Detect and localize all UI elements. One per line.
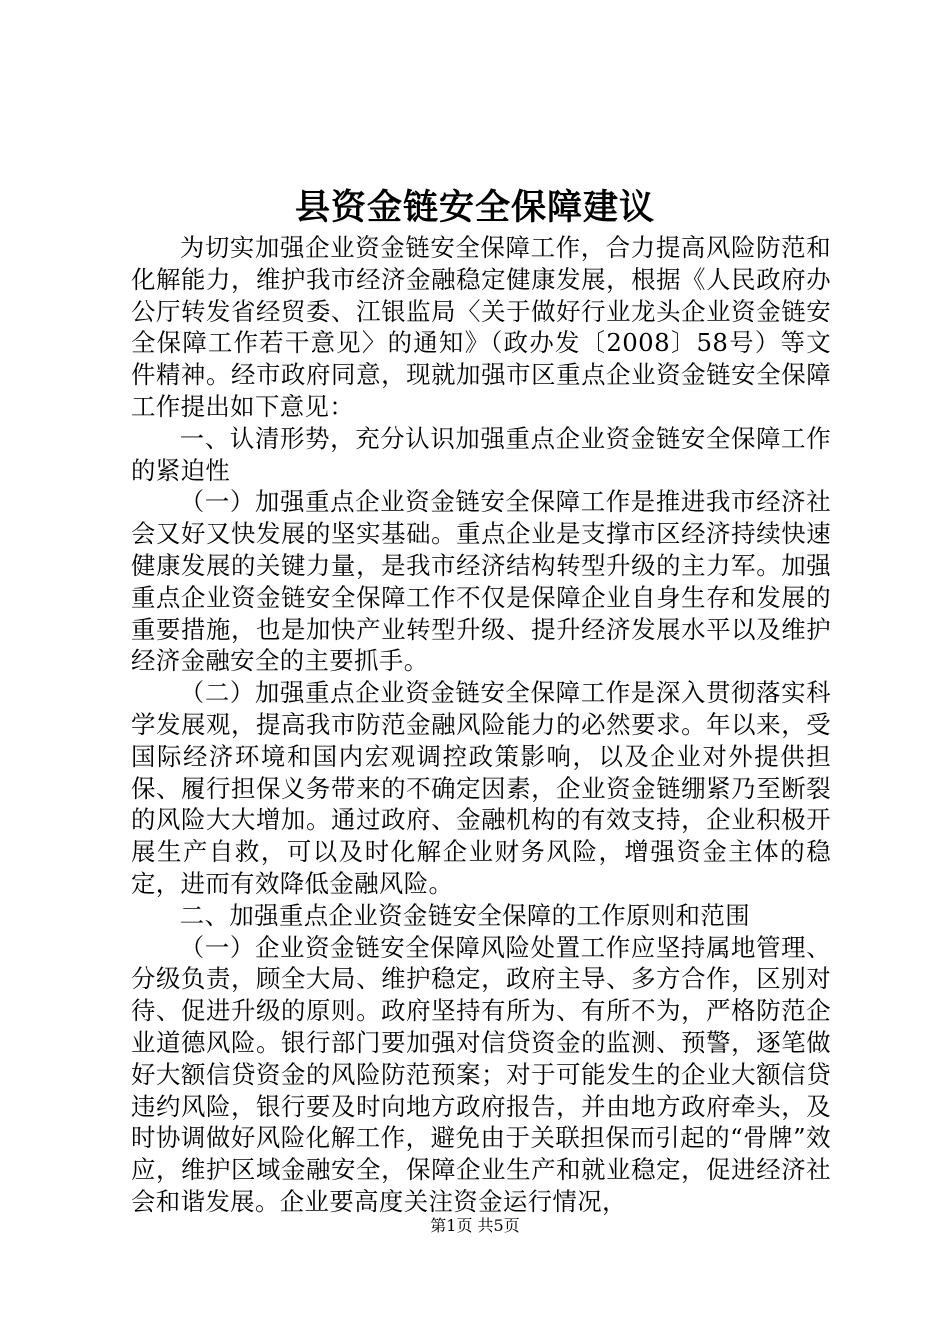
paragraph-1-1: （一）加强重点企业资金链安全保障工作是推进我市经济社会又好又快发展的坚实基础。重点企业是支撑市区经济持续快速健康发展的关键力量，是我市经济结构转型升级的主力军。加强重点企业资金链安全保障工作不仅是保障企业自身生存和发展的重要措施，也是加快产业转型升级、提升经济发展水平以及维护经济金融安全的主要抓手。 xyxy=(131,487,831,676)
heading-section-1: 一、认清形势，充分认识加强重点企业资金链安全保障工作的紧迫性 xyxy=(131,423,831,485)
paragraph-1-2: （二）加强重点企业资金链安全保障工作是深入贯彻落实科学发展观，提高我市防范金融风险能力的必然要求。年以来，受国际经济环境和国内宏观调控政策影响，以及企业对外提供担保、履行担保义务带来的不确定因素，企业资金链绷紧乃至断裂的风险大大增加。通过政府、金融机构的有效支持，企业积极开展生产自救，可以及时化解企业财务风险，增强资金主体的稳定，进而有效降低金融风险。 xyxy=(131,678,831,898)
paragraph-2-1: （一）企业资金链安全保障风险处置工作应坚持属地管理、分级负责，顾全大局、维护稳定，政府主导、多方合作，区别对待、促进升级的原则。政府坚持有所为、有所不为，严格防范企业道德风险。银行部门要加强对信贷资金的监测、预警，逐笔做好大额信贷资金的风险防范预案；对于可能发生的企业大额信贷违约风险，银行要及时向地方政府报告，并由地方政府牵头，及时协调做好风险化解工作，避免由于关联担保而引起的“骨牌”效应，维护区域金融安全，保障企业生产和就业稳定，促进经济社会和谐发展。企业要高度关注资金运行情况， xyxy=(131,932,831,1216)
page-title: 县资金链安全保障建议 xyxy=(294,188,655,228)
document-body xyxy=(131,232,831,1218)
paragraph-intro: 为切实加强企业资金链安全保障工作，合力提高风险防范和化解能力，维护我市经济金融稳定健康发展，根据《人民政府办公厅转发省经贸委、江银监局〈关于做好行业龙头企业资金链安全保障工作若干意见〉的通知》（政办发〔2008〕58号）等文件精神。经市政府同意，现就加强市区重点企业资金链安全保障工作提出如下意见： xyxy=(131,233,831,421)
heading-section-2: 二、加强重点企业资金链安全保障的工作原则和范围 xyxy=(179,900,750,930)
page-footer: 第1页 共5页 xyxy=(430,1216,520,1235)
